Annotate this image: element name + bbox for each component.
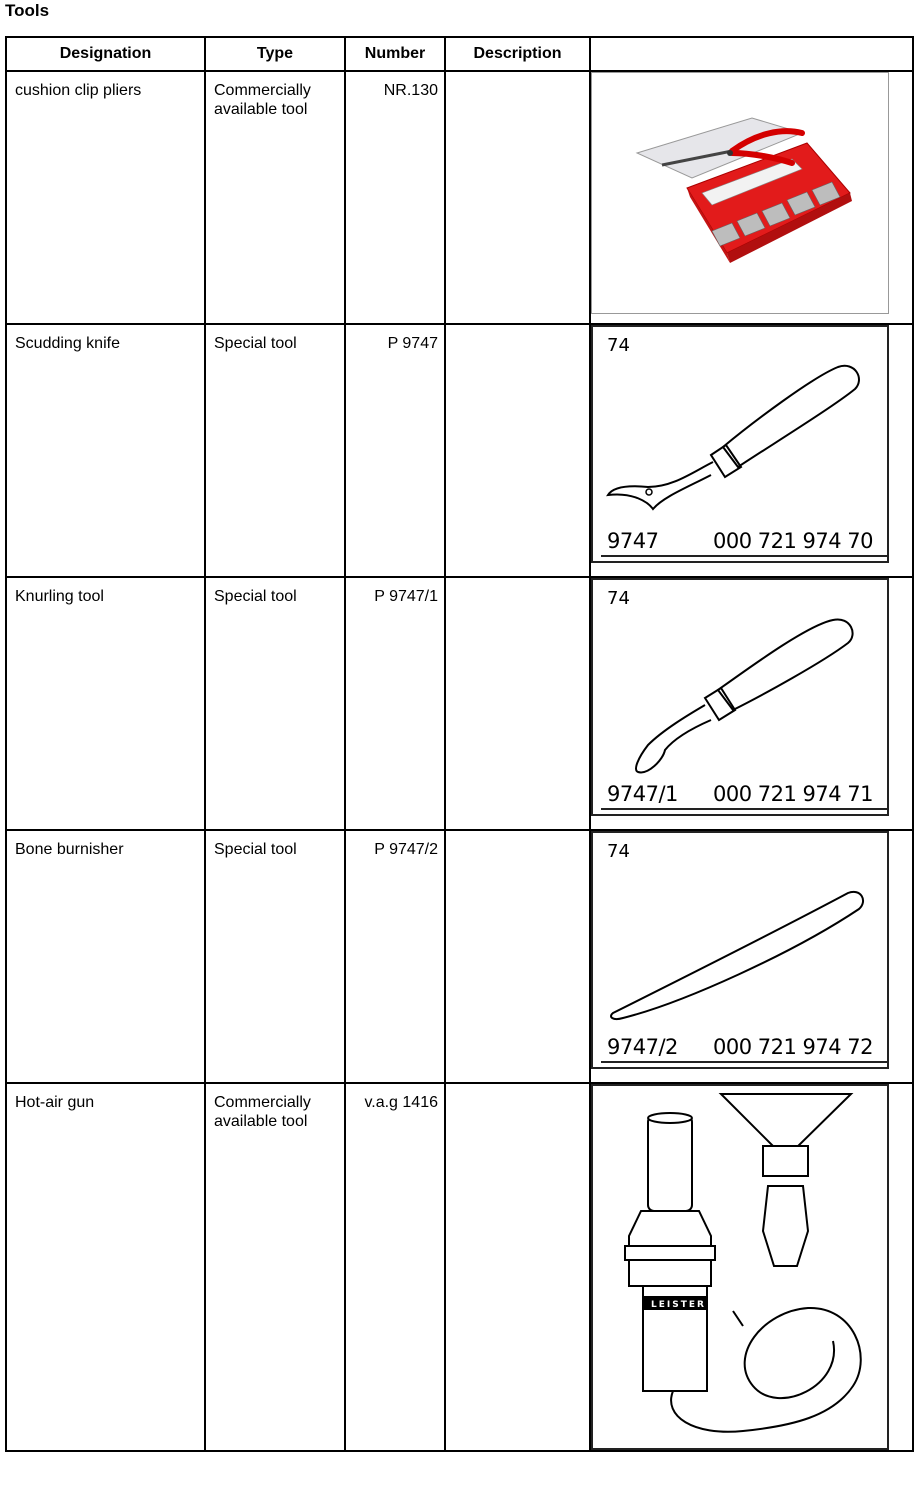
table-row xyxy=(6,71,913,324)
figure-tool-code: 9747/2 xyxy=(607,1035,678,1059)
table-row xyxy=(6,324,913,577)
cell-description xyxy=(445,324,590,577)
knurling-tool-image xyxy=(591,578,889,816)
tools-table xyxy=(5,36,914,1452)
figure-tool-code: 9747 xyxy=(607,529,659,553)
figure-part-number: 000 721 974 72 xyxy=(713,1035,873,1059)
figure-number: 74 xyxy=(607,841,630,862)
table-row xyxy=(6,577,913,830)
cell-image xyxy=(590,1083,913,1451)
header-description: Description xyxy=(445,37,590,71)
cell-description xyxy=(445,577,590,830)
bone-burnisher-image xyxy=(591,831,889,1069)
cell-designation: Knurling tool xyxy=(6,577,205,830)
cell-number: NR.130 xyxy=(345,71,445,324)
cell-description xyxy=(445,71,590,324)
scudding-knife-image xyxy=(591,325,889,563)
hot-air-gun-image xyxy=(591,1084,889,1450)
header-designation: Designation xyxy=(6,37,205,71)
cell-designation: Hot-air gun xyxy=(6,1083,205,1451)
cell-image xyxy=(590,324,913,577)
figure-divider xyxy=(601,1061,887,1063)
cell-number: v.a.g 1416 xyxy=(345,1083,445,1451)
figure-tool-code: 9747/1 xyxy=(607,782,678,806)
figure-divider xyxy=(601,555,887,557)
table-header-row xyxy=(6,37,913,71)
page-title: Tools xyxy=(5,1,50,20)
figure-part-number: 000 721 974 71 xyxy=(713,782,873,806)
cell-number: P 9747/1 xyxy=(345,577,445,830)
header-image xyxy=(590,37,913,71)
cell-description xyxy=(445,1083,590,1451)
cell-type: Commercially available tool xyxy=(205,1083,345,1451)
cell-description xyxy=(445,830,590,1083)
cell-type: Special tool xyxy=(205,324,345,577)
cell-number: P 9747/2 xyxy=(345,830,445,1083)
cell-image xyxy=(590,71,913,324)
figure-part-number: 000 721 974 70 xyxy=(713,529,873,553)
cell-number: P 9747 xyxy=(345,324,445,577)
brand-text: LEISTER xyxy=(651,1300,706,1310)
table-row xyxy=(6,1083,913,1451)
cell-designation: Bone burnisher xyxy=(6,830,205,1083)
cell-designation: Scudding knife xyxy=(6,324,205,577)
cell-type: Commercially available tool xyxy=(205,71,345,324)
header-type: Type xyxy=(205,37,345,71)
cell-image xyxy=(590,830,913,1083)
cell-designation: cushion clip pliers xyxy=(6,71,205,324)
cell-image xyxy=(590,577,913,830)
header-number: Number xyxy=(345,37,445,71)
pliers-kit-image xyxy=(591,72,889,314)
figure-number: 74 xyxy=(607,588,630,609)
figure-number: 74 xyxy=(607,335,630,356)
table-row xyxy=(6,830,913,1083)
cell-type: Special tool xyxy=(205,830,345,1083)
figure-divider xyxy=(601,808,887,810)
cell-type: Special tool xyxy=(205,577,345,830)
